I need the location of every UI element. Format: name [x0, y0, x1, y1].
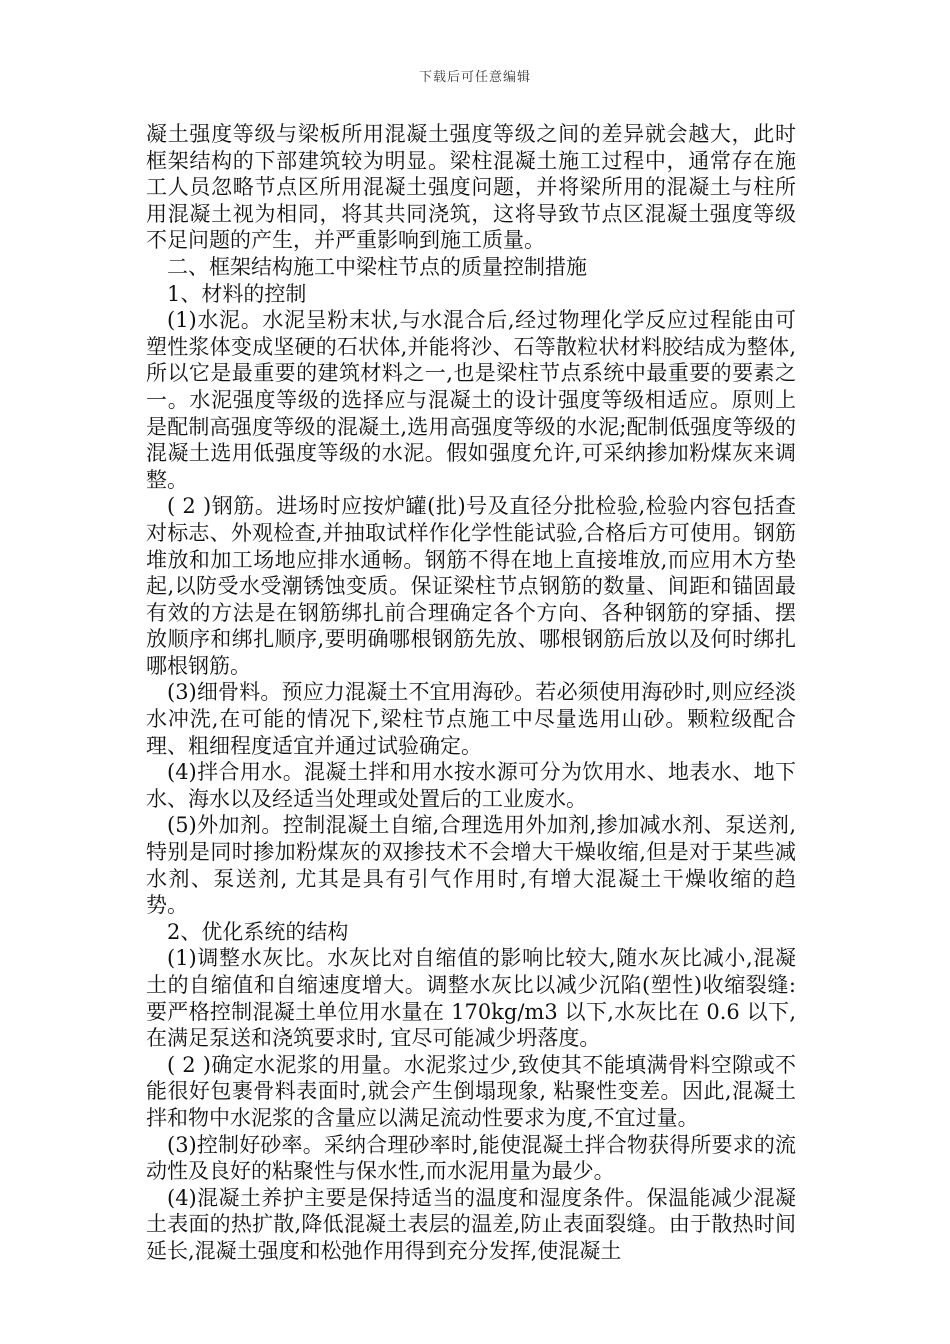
page-header-note: 下载后可任意编辑 — [418, 70, 531, 85]
subsection-heading-materials: 1、材料的控制 — [167, 281, 307, 306]
paragraph-mixing-water: (4)拌合用水。混凝土拌和用水按水源可分为饮用水、地表水、地下水、海水以及经适当处理或处置后的工业废水。 — [146, 760, 796, 811]
paragraph-water-cement-ratio: (1)调整水灰比。水灰比对自缩值的影响比较大,随水灰比减小,混凝土的自缩值和自缩速度增大。调整水灰比以减少沉陷(塑性)收缩裂缝:要严格控制混凝土单位用水量在 170kg/m3 以下,水灰比在 0.6 以下,在满足泵送和浇筑要求时, 宜尽可能减少坍落度。 — [146, 946, 796, 1051]
subsection-heading-optimize-structure: 2、优化系统的结构 — [167, 919, 349, 944]
document-body — [146, 121, 796, 1265]
paragraph-sand-ratio: (3)控制好砂率。采纳合理砂率时,能使混凝土拌合物获得所要求的流动性及良好的粘聚性与保水性,而水泥用量为最少。 — [146, 1132, 796, 1184]
section-heading-quality-control: 二、框架结构施工中梁柱节点的质量控制措施 — [167, 254, 587, 279]
paragraph-curing: (4)混凝土养护主要是保持适当的温度和湿度条件。保温能减少混凝土表面的热扩散,降低混凝土表层的温差,防止表面裂缝。由于散热时间延长,混凝土强度和松弛作用得到充分发挥,使混凝土 — [146, 1185, 796, 1263]
paragraph-fine-aggregate: (3)细骨料。预应力混凝土不宜用海砂。若必须使用海砂时,则应经淡水冲洗,在可能的情况下,梁柱节点施工中尽量选用山砂。颗粒级配合理、粗细程度适宜并通过试验确定。 — [146, 680, 796, 758]
paragraph-intro-continued: 凝土强度等级与梁板所用混凝土强度等级之间的差异就会越大，此时框架结构的下部建筑较为明显。梁柱混凝土施工过程中，通常存在施工人员忽略节点区所用混凝土强度问题，并将梁所用的混凝土与柱所用混凝土视为相同，将其共同浇筑，这将导致节点区混凝土强度等级不足问题的产生，并严重影响到施工质量。 — [146, 122, 796, 253]
paragraph-cement: (1)水泥。水泥呈粉末状,与水混合后,经过物理化学反应过程能由可塑性浆体变成坚硬的石状体,并能将沙、石等散粒状材料胶结成为整体,所以它是最重要的建筑材料之一,也是梁柱节点系统中最重要的要素之一。水泥强度等级的选择应与混凝土的设计强度等级相适应。原则上是配制高强度等级的混凝土,选用高强度等级的水泥;配制低强度等级的混凝土选用低强度等级的水泥。假如强度允许,可采纳掺加粉煤灰来调整。 — [146, 308, 796, 492]
paragraph-steel-bar: ( 2 )钢筋。进场时应按炉罐(批)号及直径分批检验,检验内容包括查对标志、外观检查,并抽取试样作化学性能试验,合格后方可使用。钢筋堆放和加工场地应排水通畅。钢筋不得在地上直接堆放,而应用木方垫起,以防受水受潮锈蚀变质。保证梁柱节点钢筋的数量、间距和锚固最有效的方法是在钢筋绑扎前合理确定各个方向、各种钢筋的穿插、摆放顺序和绑扎顺序,要明确哪根钢筋先放、哪根钢筋后放以及何时绑扎哪根钢筋。 — [146, 494, 796, 678]
paragraph-cement-paste: ( 2 )确定水泥浆的用量。水泥浆过少,致使其不能填满骨料空隙或不能很好包裹骨料表面时,就会产生倒塌现象, 粘聚性变差。因此,混凝土拌和物中水泥浆的含量应以满足流动性要求为度,不宜过量。 — [146, 1052, 796, 1130]
paragraph-admixture: (5)外加剂。控制混凝土自缩,合理选用外加剂,掺加减水剂、泵送剂,特别是同时掺加粉煤灰的双掺技术不会增大干燥收缩,但是对于某些减水剂、泵送剂, 尤其是具有引气作用时,有增大混凝土干燥收缩的趋势。 — [146, 813, 796, 918]
